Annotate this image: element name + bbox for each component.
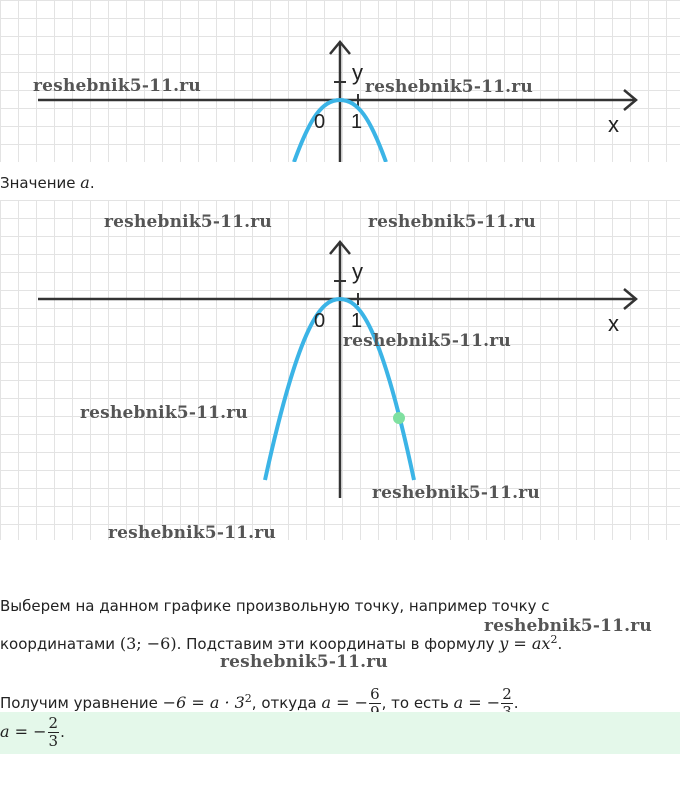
formula: y = ax xyxy=(499,634,551,653)
y-axis-label: y xyxy=(352,60,363,85)
formula-exponent: 2 xyxy=(550,633,558,646)
caption-text: Значение xyxy=(0,174,76,192)
answer-a-equals: a = − xyxy=(0,722,47,741)
fraction-numerator: 2 xyxy=(502,685,512,703)
line2-end: . xyxy=(557,635,563,653)
watermark: reshebnik5-11.ru xyxy=(368,212,536,232)
watermark: reshebnik5-11.ru xyxy=(372,483,540,503)
x-axis-label: x xyxy=(608,112,619,137)
caption xyxy=(0,173,95,193)
watermark: reshebnik5-11.ru xyxy=(104,212,272,232)
caption-end: . xyxy=(89,174,95,192)
graph-2 xyxy=(0,200,680,543)
watermark: reshebnik5-11.ru xyxy=(343,331,511,351)
watermark: reshebnik5-11.ru xyxy=(365,77,533,97)
origin-label: 0 xyxy=(314,111,326,133)
answer-end: . xyxy=(60,723,65,741)
caption-var: a xyxy=(80,173,90,192)
unit-label: 1 xyxy=(351,310,363,332)
x-axis-label: x xyxy=(608,311,619,336)
answer-formula xyxy=(0,715,65,750)
origin-label: 0 xyxy=(314,310,326,332)
line2-text: координатами xyxy=(0,635,116,653)
watermark: reshebnik5-11.ru xyxy=(220,652,388,672)
answer-fraction xyxy=(48,715,60,750)
line3-text: Получим уравнение xyxy=(0,694,158,712)
fraction-numerator: 6 xyxy=(370,685,380,703)
fraction-numerator: 2 xyxy=(48,714,59,732)
watermark: reshebnik5-11.ru xyxy=(80,403,248,423)
unit-label: 1 xyxy=(351,111,363,133)
fraction-denominator: 3 xyxy=(48,732,59,750)
point-coords: (3; −6) xyxy=(119,634,177,653)
watermark: reshebnik5-11.ru xyxy=(108,523,276,543)
line2-text-b: . Подставим эти координаты в формулу xyxy=(176,635,495,653)
chosen-point xyxy=(393,412,405,424)
line3-text-b: , откуда xyxy=(251,694,317,712)
y-axis-label: y xyxy=(352,259,363,284)
a-equals: a = − xyxy=(453,693,501,712)
a-equals: a = − xyxy=(321,693,369,712)
paragraph-line-2 xyxy=(0,630,562,654)
line3-end: . xyxy=(513,694,519,712)
equation: −6 = a · 3 xyxy=(162,693,245,712)
watermark: reshebnik5-11.ru xyxy=(33,76,201,96)
answer-box xyxy=(0,712,680,754)
graph-2-svg xyxy=(0,200,680,540)
line3-text-c: , то есть xyxy=(381,694,449,712)
equation-exponent: 2 xyxy=(244,692,252,705)
watermark: reshebnik5-11.ru xyxy=(484,616,652,636)
graph-1 xyxy=(0,0,680,162)
paragraph-line-1: Выберем на данном графике произвольную точку, например точку с xyxy=(0,597,550,615)
